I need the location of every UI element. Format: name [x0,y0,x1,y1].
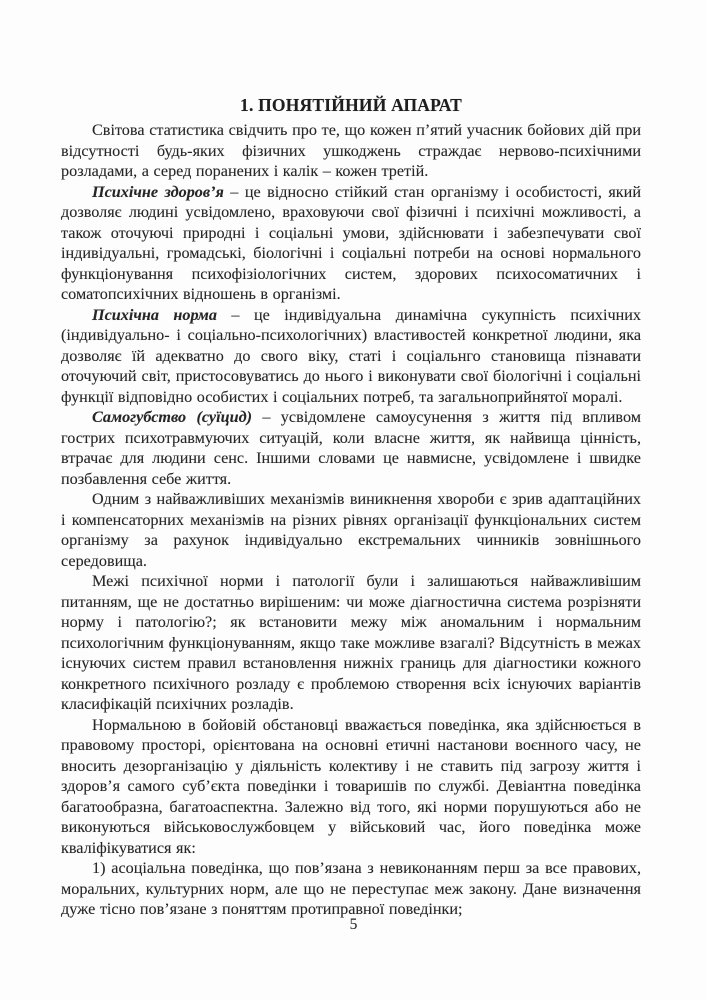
paragraph-text: Одним з найважливіших механізмів виникнення хвороби є зрив адаптаційних і компенсаторних механізмів на різних рівнях організації функціональних систем організму за рахунок індивідуально екстремальних чинників зовнішнього середовища. [61,490,641,570]
paragraph-list-item-asocial-behavior [61,858,641,920]
paragraph-lead-term: Психічна норма [92,305,217,324]
paragraph-norm-pathology-borders [61,571,641,715]
paragraph-mental-health-definition [61,182,641,305]
paragraph-text: Світова статистика свідчить про те, що кожен п’ятий учасник бойових дій при відсутності будь-яких фізичних ушкоджень страждає нервово-психічними розладами, а серед поранених і калік – кожен третій. [61,121,641,180]
paragraph-disease-mechanisms [61,489,641,571]
paragraph-lead-term: Самогубство (суїцид) [92,408,253,426]
paragraph-text: Нормальною в бойовій обстановці вважається поведінка, яка здійснюється в правовому просторі, орієнтована на основні етичні настанови воєнного часу, не вносить дезорганізацію у діяльність колективу і не ставить під загрозу життя і здоров’я самого суб’єкта поведінки і товаришів по службі. Девіантна поведінка багатообразна, багатоаспектна. Залежно від того, які норми порушуються або не виконуються військовослужбовцем у військовий час, його поведінка може кваліфікуватися як: [61,715,641,857]
page-number: 5 [349,916,358,933]
paragraph-normal-combat-behavior [61,715,641,859]
paragraph-intro [61,120,641,182]
paragraph-text: – це індивідуальна динамічна сукупність психічних (індивідуально- і соціально-психологічних) властивостей конкретної людини, яка дозволяє їй адекватно до свого віку, статі і соціальнго становища пізнавати оточуючий світ, пристосовуватись до нього і виконувати свої біологічні і соціальні функції відповідно особистих і соціальних потреб, та загальноприйнятої моралі. [61,305,642,406]
paragraph-lead-term: Психічне здоров’я [92,182,224,201]
paragraph-mental-norm-definition [61,305,641,408]
section-title: 1. ПОНЯТІЙНИЙ АПАРАТ [240,95,462,115]
paragraph-text: Межі психічної норми і патології були і залишаються найважливішим питанням, ще не достатньо вирішеним: чи може діагностична система розрізняти норму і патологію?; як встановити межу між аномальним і нормальним психологічним функціонуванням, якщо таке можливе взагалі? Відсутність в межах існуючих систем правил встановлення нижніх границь для діагностики кожного конкретного психічного розладу є проблемою створення всіх існуючих варіантів класифікацій психічних розладів. [61,572,641,713]
paragraph-suicide-definition [61,407,641,489]
page-content [61,94,641,920]
paragraph-text: – усвідомлене самоусунення з життя під впливом гострих психотравмуючих ситуацій, коли власне життя, як найвища цінність, втрачає для людини сенс. Іншими словами це навмисне, усвідомлене і швидке позбавлення себе життя. [61,408,641,488]
paragraph-text: 1) асоціальна поведінка, що пов’язана з невиконанням перш за все правових, моральних, культурних норм, але що не переступає меж закону. Дане визначення дуже тісно пов’язане з поняттям протиправної поведінки; [61,859,641,918]
paragraph-text: – це відносно стійкий стан організму і особистості, який дозволяє людині усвідомлено, враховуючи свої фізичні і психічні можливості, а також оточуючі природні і соціальні умови, здійснювати і забезпечувати свої індивідуальні, громадські, біологічні і соціальні потреби на основі нормального функціонування психофізіологічних систем, здорових психосоматичних і соматопсихічних відношень в організмі. [61,182,641,303]
